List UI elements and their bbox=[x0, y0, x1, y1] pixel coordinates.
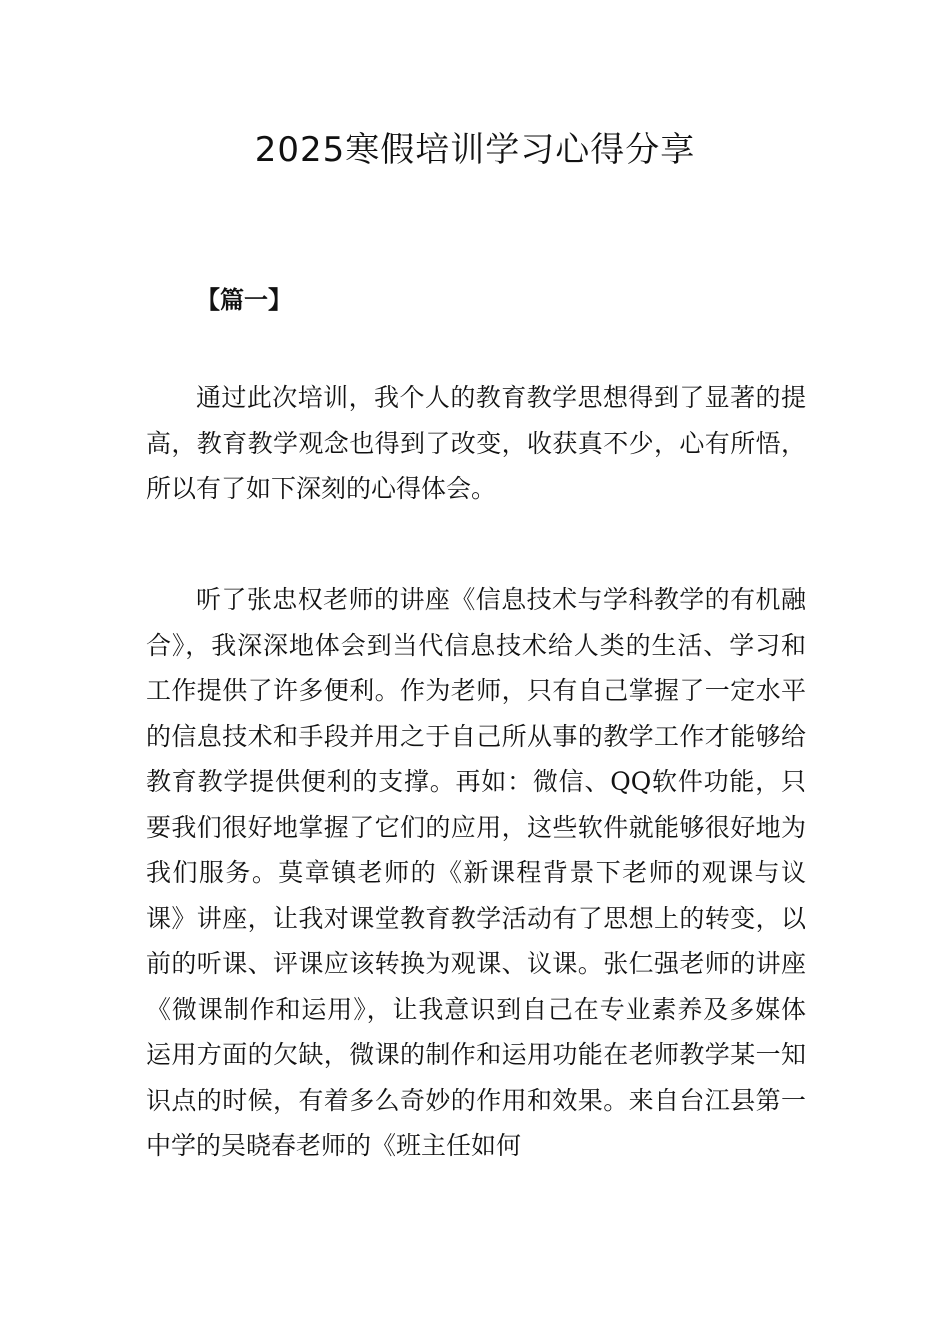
paragraph-body: 听了张忠权老师的讲座《信息技术与学科教学的有机融合》，我深深地体会到当代信息技术给人类的生活、学习和工作提供了许多便利。作为老师，只有自己掌握了一定水平的信息技术和手段并用之于自己所从事的教学工作才能够给教育教学提供便利的支撑。再如：微信、QQ软件功能，只要我们很好地掌握了它们的应用，这些软件就能够很好地为我们服务。莫章镇老师的《新课程背景下老师的观课与议课》讲座，让我对课堂教育教学活动有了思想上的转变，以前的听课、评课应该转换为观课、议课。张仁强老师的讲座《微课制作和运用》，让我意识到自己在专业素养及多媒体运用方面的欠缺，微课的制作和运用功能在老师教学某一知识点的时候，有着多么奇妙的作用和效果。来自台江县第一中学的吴晓春老师的《班主任如何 bbox=[146, 585, 806, 1160]
document-title: 2025寒假培训学习心得分享 bbox=[254, 130, 696, 170]
section-label: 【篇一】 bbox=[196, 285, 292, 314]
paragraph-intro: 通过此次培训，我个人的教育教学思想得到了显著的提高，教育教学观念也得到了改变，收获真不少，心有所悟，所以有了如下深刻的心得体会。 bbox=[146, 383, 806, 503]
